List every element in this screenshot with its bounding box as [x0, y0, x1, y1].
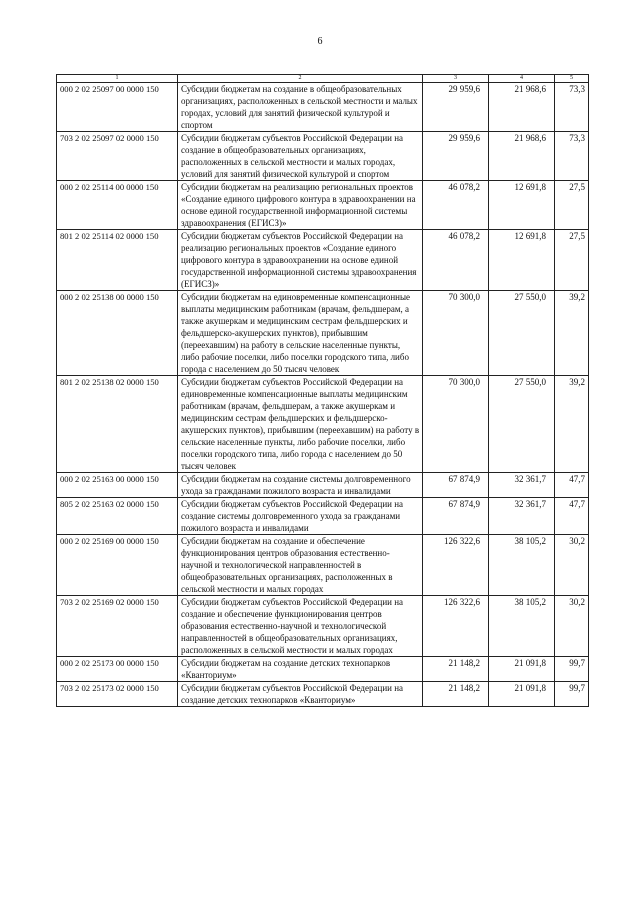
row-description-cell: Субсидии бюджетам субъектов Российской Федерации на единовременные компенсационные выплаты медицинским работникам (врачам, фельдшерам, а также акушеркам и медицинским сестрам фельдшерских и фельдшерско-акушерских пунктов), прибывшим (переехавшим) на работу в сельские населенные пункты, либо рабочие поселки, либо поселки городского типа, либо города с населением до 50 тысяч человек: [178, 376, 423, 473]
row-value-col3: 46 078,2: [423, 230, 489, 291]
row-code-cell: 703 2 02 25173 02 0000 150: [57, 682, 178, 707]
table-row: [57, 132, 589, 181]
row-value-col3: 29 959,6: [423, 83, 489, 132]
row-value-col3: 126 322,6: [423, 535, 489, 596]
row-value-col4: 21 968,6: [489, 132, 555, 181]
row-code-cell: 805 2 02 25163 02 0000 150: [57, 498, 178, 535]
table-row: [57, 596, 589, 657]
row-value-col4: 12 691,8: [489, 181, 555, 230]
row-value-col4: 38 105,2: [489, 596, 555, 657]
row-description-cell: Субсидии бюджетам субъектов Российской Федерации на создание в общеобразовательных организациях, расположенных в сельской местности и малых городах, условий для занятий физической культурой и спортом: [178, 132, 423, 181]
row-value-col4: 12 691,8: [489, 230, 555, 291]
table-row: [57, 657, 589, 682]
row-percent-cell: 27,5: [555, 230, 589, 291]
header-col-5: 5: [555, 75, 589, 83]
row-value-col4: 32 361,7: [489, 473, 555, 498]
row-percent-cell: 30,2: [555, 535, 589, 596]
table-row: [57, 376, 589, 473]
table-row: [57, 181, 589, 230]
table-row: [57, 230, 589, 291]
row-percent-cell: 99,7: [555, 657, 589, 682]
table-row: [57, 83, 589, 132]
row-code-cell: 000 2 02 25173 00 0000 150: [57, 657, 178, 682]
row-code-cell: 000 2 02 25114 00 0000 150: [57, 181, 178, 230]
header-col-2: 2: [178, 75, 423, 83]
row-value-col3: 70 300,0: [423, 376, 489, 473]
row-value-col3: 21 148,2: [423, 682, 489, 707]
row-percent-cell: 99,7: [555, 682, 589, 707]
row-code-cell: 703 2 02 25169 02 0000 150: [57, 596, 178, 657]
row-value-col3: 126 322,6: [423, 596, 489, 657]
row-value-col4: 38 105,2: [489, 535, 555, 596]
row-percent-cell: 39,2: [555, 291, 589, 376]
row-value-col3: 21 148,2: [423, 657, 489, 682]
row-value-col4: 21 091,8: [489, 657, 555, 682]
header-row: [57, 75, 589, 83]
page-number: 6: [317, 36, 323, 47]
row-percent-cell: 73,3: [555, 83, 589, 132]
table-row: [57, 498, 589, 535]
row-value-col4: 21 091,8: [489, 682, 555, 707]
row-description-cell: Субсидии бюджетам на реализацию региональных проектов «Создание единого цифрового контура в здравоохранении на основе единой государственной информационной системы здравоохранения (ЕГИСЗ)»: [178, 181, 423, 230]
row-value-col4: 27 550,0: [489, 376, 555, 473]
row-value-col4: 27 550,0: [489, 291, 555, 376]
row-description-cell: Субсидии бюджетам на единовременные компенсационные выплаты медицинским работникам (врачам, фельдшерам, а также акушеркам и медицинским сестрам фельдшерских и фельдшерско-акушерских пунктов), прибывшим (переехавшим) на работу в сельские населенные пункты, либо рабочие поселки, либо поселки городского типа, либо города с населением до 50 тысяч человек: [178, 291, 423, 376]
header-col-4: 4: [489, 75, 555, 83]
row-percent-cell: 39,2: [555, 376, 589, 473]
row-description-cell: Субсидии бюджетам субъектов Российской Федерации на создание и обеспечение функционирования центров образования естественно-научной и технологической направленностей в общеобразовательных организациях, расположенных в сельской местности и малых городах: [178, 596, 423, 657]
row-code-cell: 801 2 02 25138 02 0000 150: [57, 376, 178, 473]
row-description-cell: Субсидии бюджетам на создание и обеспечение функционирования центров образования естественно-научной и технологической направленностей в общеобразовательных организациях, расположенных в сельской местности и малых городах: [178, 535, 423, 596]
row-code-cell: 000 2 02 25169 00 0000 150: [57, 535, 178, 596]
row-description-cell: Субсидии бюджетам на создание детских технопарков «Кванториум»: [178, 657, 423, 682]
row-percent-cell: 30,2: [555, 596, 589, 657]
row-percent-cell: 27,5: [555, 181, 589, 230]
row-percent-cell: 47,7: [555, 498, 589, 535]
row-description-cell: Субсидии бюджетам субъектов Российской Федерации на создание детских технопарков «Кванториум»: [178, 682, 423, 707]
row-code-cell: 801 2 02 25114 02 0000 150: [57, 230, 178, 291]
row-description-cell: Субсидии бюджетам на создание в общеобразовательных организациях, расположенных в сельской местности и малых городах, условий для занятий физической культурой и спортом: [178, 83, 423, 132]
budget-table: [56, 74, 589, 707]
row-value-col3: 67 874,9: [423, 473, 489, 498]
table-row: [57, 291, 589, 376]
row-percent-cell: 73,3: [555, 132, 589, 181]
table-row: [57, 473, 589, 498]
row-description-cell: Субсидии бюджетам субъектов Российской Федерации на создание системы долговременного ухода за гражданами пожилого возраста и инвалидами: [178, 498, 423, 535]
row-code-cell: 703 2 02 25097 02 0000 150: [57, 132, 178, 181]
row-code-cell: 000 2 02 25097 00 0000 150: [57, 83, 178, 132]
row-description-cell: Субсидии бюджетам субъектов Российской Федерации на реализацию региональных проектов «Создание единого цифрового контура в здравоохранении на основе единой государственной информационной системы здравоохранения (ЕГИСЗ)»: [178, 230, 423, 291]
row-value-col4: 21 968,6: [489, 83, 555, 132]
table-row: [57, 682, 589, 707]
row-code-cell: 000 2 02 25138 00 0000 150: [57, 291, 178, 376]
row-value-col3: 67 874,9: [423, 498, 489, 535]
row-value-col3: 46 078,2: [423, 181, 489, 230]
row-value-col3: 70 300,0: [423, 291, 489, 376]
header-col-3: 3: [423, 75, 489, 83]
row-code-cell: 000 2 02 25163 00 0000 150: [57, 473, 178, 498]
header-col-1: 1: [57, 75, 178, 83]
row-description-cell: Субсидии бюджетам на создание системы долговременного ухода за гражданами пожилого возраста и инвалидами: [178, 473, 423, 498]
row-percent-cell: 47,7: [555, 473, 589, 498]
row-value-col4: 32 361,7: [489, 498, 555, 535]
row-value-col3: 29 959,6: [423, 132, 489, 181]
table-row: [57, 535, 589, 596]
